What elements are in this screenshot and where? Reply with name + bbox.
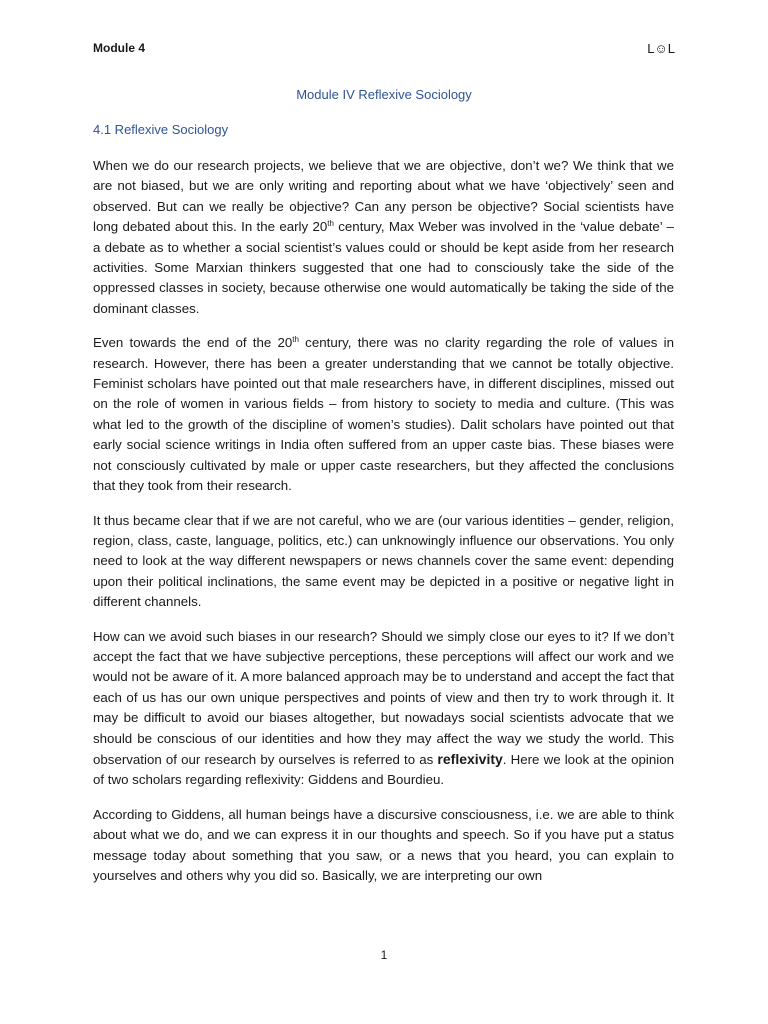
header-logo-text: L☺L [647,41,675,56]
superscript-th: th [327,219,334,229]
paragraph-4-text-b: . Here we look at the opinion of two scholars regarding reflexivity: Giddens and Bourdieu. [93,751,674,788]
paragraph-2 [93,333,674,496]
paragraph-2-text-a: Even towards the end of the 20 [93,335,293,351]
document-title: Module IV Reflexive Sociology [296,87,472,102]
paragraph-1-text-b: century, Max Weber was involved in the ‘value debate’ – a debate as to whether a social scientist’s values could or should be kept aside from her research activities. Some Marxian thinkers suggested that one had to consciously take the side of the oppressed classes in society, because otherwise one would automatically be taking the side of the dominant classes. [93,219,674,316]
page-header [93,41,675,61]
paragraph-1-text-a: When we do our research projects, we believe that we are objective, don’t we? We think that we are not biased, but we are only writing and reporting about what we have ‘objectively’ seen and observed. But can we really be objective? Can any person be objective? Social scientists have long debated about this. In the early 20 [93,158,674,235]
paragraph-2-text-b: century, there was no clarity regarding the role of values in research. However, there has been a greater understanding that we cannot be totally objective. Feminist scholars have pointed out that male researchers have, in different disciplines, missed out on the role of women in various fields – from history to society to media and culture. (This was what led to the growth of the discipline of women’s studies). Dalit scholars have pointed out that early social science writings in India often suffered from an upper caste bias. These biases were not consciously cultivated by male or upper caste researchers, but they affected the conclusions that they took from their research. [93,335,674,494]
header-module-label: Module 4 [93,41,146,55]
paragraph-4 [93,627,674,791]
body-text [93,156,674,900]
keyword-reflexivity: reflexivity [437,750,503,767]
paragraph-4-text-a: How can we avoid such biases in our research? Should we simply close our eyes to it? If we don’t accept the fact that we have subjective perceptions, these perceptions will affect our work and we would not be aware of it. A more balanced approach may be to understand and accept the fact that each of us has our own unique perspectives and points of view and then try to work through it. It may be difficult to avoid our biases altogether, but nowadays social scientists advocate that we should be conscious of our identities and how they may affect the way we study the world. This observation of our research by ourselves is referred to as [93,628,674,767]
superscript-th: th [292,335,299,345]
paragraph-5: According to Giddens, all human beings have a discursive consciousness, i.e. we are able to think about what we do, and we can express it in our thoughts and speech. So if you have put a status message today about something that you saw, or a news that you heard, you can explain to yourselves and others why you did so. Basically, we are interpreting our own [93,806,674,883]
paragraph-1 [93,156,674,319]
section-heading: 4.1 Reflexive Sociology [93,122,229,137]
page-number: 1 [380,948,388,962]
paragraph-3: It thus became clear that if we are not careful, who we are (our various identities – gender, religion, region, class, caste, language, politics, etc.) can unknowingly influence our observations. You only need to look at the way different newspapers or news channels cover the same event: depending upon their political inclinations, the same event may be depicted in a positive or negative light in different channels. [93,512,674,610]
